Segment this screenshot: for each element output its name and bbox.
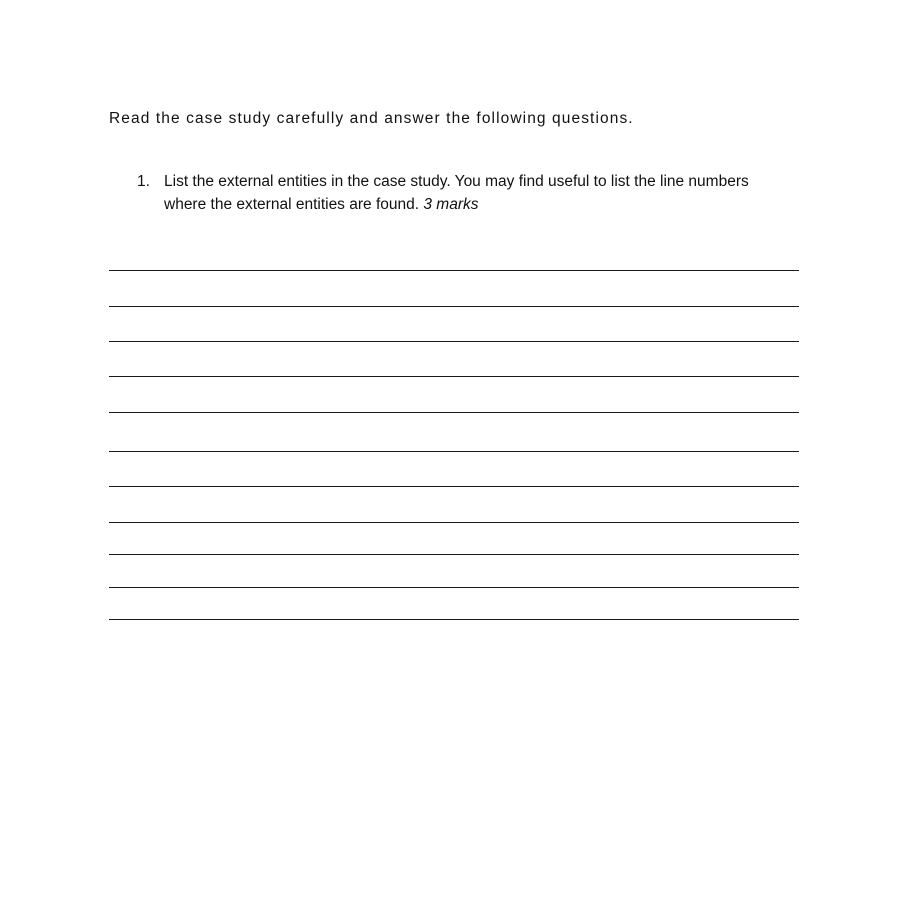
question-marks: 3 marks — [423, 196, 479, 213]
answer-line[interactable] — [109, 306, 799, 307]
answer-line[interactable] — [109, 554, 799, 555]
answer-line[interactable] — [109, 376, 799, 377]
instruction-text: Read the case study carefully and answer the following questions. — [109, 110, 634, 127]
answer-lines — [109, 0, 799, 897]
answer-line[interactable] — [109, 341, 799, 342]
answer-line[interactable] — [109, 619, 799, 620]
answer-line[interactable] — [109, 270, 799, 271]
answer-line[interactable] — [109, 587, 799, 588]
question-text: List the external entities in the case study. You may find useful to list the line numbers where the external entities are found. — [164, 173, 749, 213]
answer-line[interactable] — [109, 486, 799, 487]
answer-line[interactable] — [109, 412, 799, 413]
answer-line[interactable] — [109, 522, 799, 523]
question-number: 1. — [137, 173, 150, 190]
answer-line[interactable] — [109, 451, 799, 452]
